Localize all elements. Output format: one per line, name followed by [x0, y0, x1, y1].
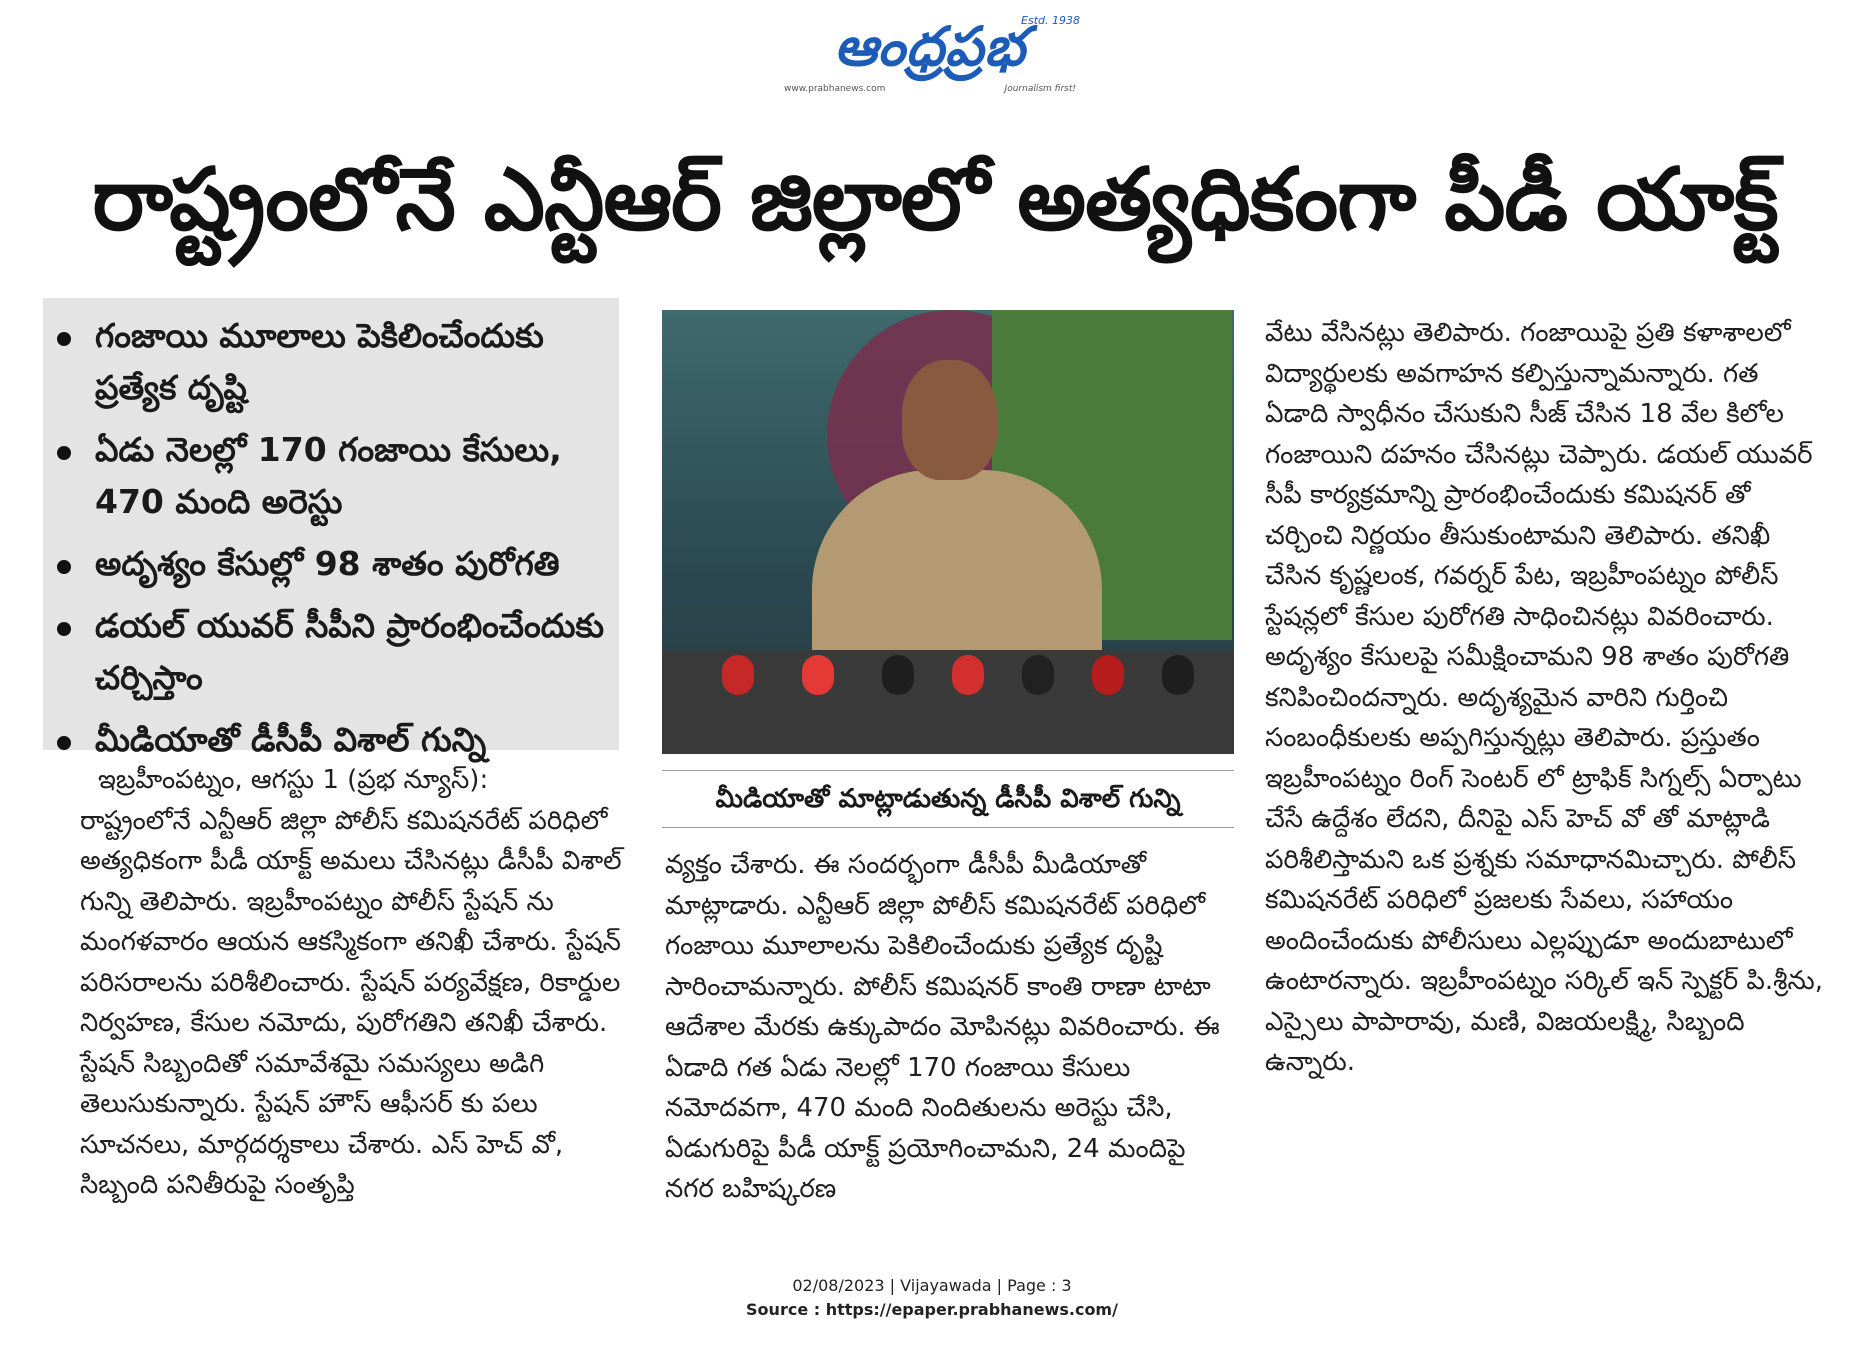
masthead-estd: Estd. 1938 — [1021, 14, 1080, 27]
microphone-icon — [952, 655, 984, 695]
photo-caption: మీడియాతో మాట్లాడుతున్న డీసీపీ విశాల్ గున్ని — [662, 770, 1234, 828]
microphone-icon — [1092, 655, 1124, 695]
highlight-text: ఏడు నెలల్లో 170 గంజాయి కేసులు, 470 మంది అరెస్టు — [95, 430, 562, 521]
microphone-icon — [722, 655, 754, 695]
bullet-icon — [57, 736, 71, 750]
highlight-text: డయల్ యువర్ సీపీని ప్రారంభించేందుకు చర్చిస్తాం — [95, 606, 605, 697]
highlight-text: మీడియాతో డీసీపీ విశాల్ గున్ని — [95, 720, 487, 759]
masthead-logo: ఆంధ్రప్రభ — [834, 15, 1026, 78]
article-column-2 — [665, 845, 1225, 1210]
page-footer — [0, 1274, 1864, 1322]
officer-head — [902, 360, 997, 480]
bullet-icon — [57, 332, 71, 346]
bullet-icon — [57, 560, 71, 574]
article-column-1 — [80, 760, 625, 1206]
footer-source: Source : https://epaper.prabhanews.com/ — [746, 1300, 1118, 1319]
footer-dateline: 02/08/2023 | Vijayawada | Page : 3 — [792, 1276, 1072, 1295]
masthead — [780, 14, 1080, 96]
headline: రాష్ట్రంలోనే ఎన్టీఆర్ జిల్లాలో అత్యధికంగా పీడీ యాక్ట్ — [92, 150, 1778, 250]
article-text: వ్యక్తం చేశారు. ఈ సందర్భంగా డీసీపీ మీడియాతో మాట్లాడారు. ఎన్టీఆర్ జిల్లా పోలీస్ కమిషనరేట్ పరిధిలో గంజాయి మూలాలను పెకిలించేందుకు ప్రత్యేక దృష్టి సారించామన్నారు. పోలీస్ కమిషనర్ కాంతి రాణా టాటా ఆదేశాల మేరకు ఉక్కుపాదం మోపినట్లు వివరించారు. ఈ ఏడాది గత ఏడు నెలల్లో 170 గంజాయి కేసులు నమోదవగా, 470 మంది నిందితులను అరెస్టు చేసి, ఏడుగురిపై పీడీ యాక్ట్ ప్రయోగించామని, 24 మందిపై నగర బహిష్కరణ — [665, 850, 1220, 1204]
microphone-icon — [802, 655, 834, 695]
article-column-3 — [1265, 313, 1825, 1083]
officer-figure — [812, 470, 1102, 680]
masthead-website: www.prabhanews.com — [784, 84, 886, 94]
article-text: వేటు వేసినట్లు తెలిపారు. గంజాయిపై ప్రతి కళాశాలలో విద్యార్థులకు అవగాహన కల్పిస్తున్నామన్నారు. గత ఏడాది స్వాధీనం చేసుకుని సీజ్ చేసిన 18 వేల కిలోల గంజాయిని దహనం చేసినట్లు చెప్పారు. డయల్ యువర్ సీపీ కార్యక్రమాన్ని ప్రారంభించేందుకు కమిషనర్ తో చర్చించి నిర్ణయం తీసుకుంటామని తెలిపారు. తనిఖీ చేసిన కృష్ణలంక, గవర్నర్ పేట, ఇబ్రహీంపట్నం పోలీస్ స్టేషన్లలో కేసుల పురోగతి సాధించినట్లు వివరించారు. అదృశ్యం కేసులపై సమీక్షించామని 98 శాతం పురోగతి కనిపించిందన్నారు. అదృశ్యమైన వారిని గుర్తించి సంబంధీకులకు అప్పగిస్తున్నట్లు తెలిపారు. ప్రస్తుతం ఇబ్రహీంపట్నం రింగ్ సెంటర్ లో ట్రాఫిక్ సిగ్నల్స్ ఏర్పాటు చేసే ఉద్దేశం లేదని, దీనిపై ఎస్ హెచ్ వో తో మాట్లాడి పరిశీలిస్తామని ఒక ప్రశ్నకు సమాధానమిచ్చారు. పోలీస్ కమిషనరేట్ పరిధిలో ప్రజలకు సేవలు, సహాయం అందించేందుకు పోలీసులు ఎల్లప్పుడూ అందుబాటులో ఉంటారన్నారు. ఇబ్రహీంపట్నం సర్కిల్ ఇన్ స్పెక్టర్ పి.శ్రీను, ఎస్సైలు పాపారావు, మణి, విజయలక్ష్మి, సిబ్బంది ఉన్నారు. — [1265, 318, 1823, 1077]
news-photo — [662, 310, 1234, 754]
highlights-box — [43, 298, 619, 759]
masthead-tagline: Journalism first! — [1004, 84, 1076, 94]
bullet-icon — [57, 622, 71, 636]
highlight-item — [57, 714, 609, 766]
microphone-icon — [1162, 655, 1194, 695]
microphone-icon — [882, 655, 914, 695]
bullet-icon — [57, 446, 71, 460]
highlight-text: అదృశ్యం కేసుల్లో 98 శాతం పురోగతి — [95, 544, 560, 583]
highlight-text: గంజాయి మూలాలు పెకిలించేందుకు ప్రత్యేక దృష్టి — [95, 316, 544, 407]
microphone-icon — [1022, 655, 1054, 695]
article-dateline: ఇబ్రహీంపట్నం, ఆగస్టు 1 (ప్రభ న్యూస్): — [98, 765, 489, 795]
article-text: రాష్ట్రంలోనే ఎన్టీఆర్ జిల్లా పోలీస్ కమిషనరేట్ పరిధిలో అత్యధికంగా పీడీ యాక్ట్ అమలు చేసినట్లు డీసీపీ విశాల్ గున్ని తెలిపారు. ఇబ్రహీంపట్నం పోలీస్ స్టేషన్ ను మంగళవారం ఆయన ఆకస్మికంగా తనిఖీ చేశారు. స్టేషన్ పరిసరాలను పరిశీలించారు. స్టేషన్ పర్యవేక్షణ, రికార్డుల నిర్వహణ, కేసుల నమోదు, పురోగతిని తనిఖీ చేశారు. స్టేషన్ సిబ్బందితో సమావేశమై సమస్యలు అడిగి తెలుసుకున్నారు. స్టేషన్ హౌస్ ఆఫీసర్ కు పలు సూచనలు, మార్గదర్శకాలు చేశారు. ఎస్ హెచ్ వో, సిబ్బంది పనితీరుపై సంతృప్తి — [80, 805, 622, 1200]
highlight-item — [57, 424, 609, 528]
highlight-item — [57, 538, 609, 590]
highlight-item — [57, 600, 609, 704]
highlight-item — [57, 310, 609, 414]
